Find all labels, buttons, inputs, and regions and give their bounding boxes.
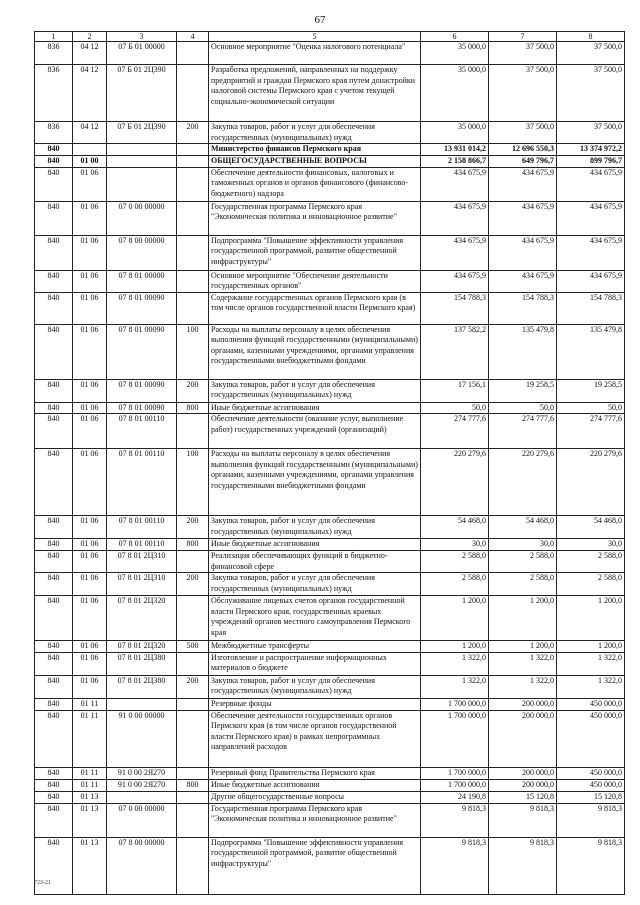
amount-col-8: 9 818,3 [557,837,625,894]
rz-code: 840 [35,652,73,675]
expense-type-code [177,698,209,710]
amount-col-7: 1 322,0 [489,652,557,675]
amount-col-6: 1 200,0 [421,641,489,653]
amount-col-8: 899 796,7 [557,155,625,167]
rz-code: 840 [35,791,73,803]
item-name: ОБЩЕГОСУДАРСТВЕННЫЕ ВОПРОСЫ [209,155,421,167]
amount-col-6: 1 700 000,0 [421,698,489,710]
section-code: 04 12 [73,42,107,65]
amount-col-7: 135 479,8 [489,324,557,379]
table-row [35,641,625,653]
item-name: Основное мероприятие "Оценка налогового потенциала" [209,42,421,65]
rz-code: 840 [35,551,73,573]
target-article-code: 91 0 00 00000 [107,710,177,767]
amount-col-7: 37 500,0 [489,65,557,122]
item-name: Резервные фонды [209,698,421,710]
expense-type-code: 800 [177,539,209,551]
amount-col-7: 9 818,3 [489,837,557,894]
table-row [35,551,625,573]
amount-col-6: 1 700 000,0 [421,710,489,767]
item-name: Обслуживание лицевых счетов органов государственной власти Пермского края, государственных краевых учреждений органов местного самоуправления Пермского края [209,596,421,641]
amount-col-6: 9 818,3 [421,803,489,837]
amount-col-8: 19 258,5 [557,379,625,402]
column-number: 2 [73,32,107,42]
section-code: 01 06 [73,402,107,414]
table-row [35,675,625,698]
table-row [35,414,625,449]
amount-col-7: 434 675,9 [489,167,557,201]
amount-col-6: 35 000,0 [421,65,489,122]
section-code: 01 06 [73,449,107,516]
table-row [35,803,625,837]
rz-code: 840 [35,449,73,516]
amount-col-7: 2 588,0 [489,573,557,596]
expense-type-code: 100 [177,324,209,379]
amount-col-7: 9 818,3 [489,803,557,837]
amount-col-8: 1 322,0 [557,675,625,698]
expense-type-code [177,551,209,573]
rz-code: 836 [35,42,73,65]
table-row [35,767,625,779]
amount-col-6: 1 322,0 [421,652,489,675]
item-name: Содержание государственных органов Пермского края (в том числе органов государственной власти Пермского края) [209,292,421,324]
target-article-code: 07 8 01 2Ц320 [107,596,177,641]
column-number: 6 [421,32,489,42]
expense-type-code [177,235,209,270]
target-article-code: 07 Б 01 2Ц390 [107,122,177,144]
expense-type-code [177,767,209,779]
column-number: 8 [557,32,625,42]
amount-col-6: 154 788,3 [421,292,489,324]
amount-col-6: 434 675,9 [421,270,489,292]
expense-type-code [177,42,209,65]
target-article-code: 91 0 00 2Я270 [107,779,177,791]
amount-col-7: 220 279,6 [489,449,557,516]
rz-code: 840 [35,837,73,894]
column-number: 3 [107,32,177,42]
rz-code: 840 [35,803,73,837]
amount-col-8: 434 675,9 [557,201,625,235]
amount-col-7: 1 322,0 [489,675,557,698]
expense-type-code [177,596,209,641]
table-row [35,292,625,324]
item-name: Закупка товаров, работ и услуг для обеспечения государственных (муниципальных) нужд [209,675,421,698]
target-article-code [107,167,177,201]
section-code: 01 06 [73,414,107,449]
section-code: 01 06 [73,379,107,402]
amount-col-6: 1 322,0 [421,675,489,698]
rz-code: 840 [35,270,73,292]
amount-col-6: 1 200,0 [421,596,489,641]
table-row [35,573,625,596]
section-code: 01 06 [73,573,107,596]
rz-code: 840 [35,710,73,767]
rz-code: 840 [35,324,73,379]
item-name: Разработка предложений, направленных на поддержку предприятий и граждан Пермского края путем донастройки налоговой системы Пермского края с учетом текущей социально-экономической ситуации [209,65,421,122]
amount-col-6: 1 700 000,0 [421,779,489,791]
amount-col-6: 9 818,3 [421,837,489,894]
amount-col-8: 274 777,6 [557,414,625,449]
amount-col-7: 37 500,0 [489,122,557,144]
expense-type-code [177,803,209,837]
section-code: 01 11 [73,779,107,791]
section-code: 01 06 [73,324,107,379]
amount-col-6: 220 279,6 [421,449,489,516]
amount-col-6: 54 468,0 [421,516,489,539]
item-name: Межбюджетные трансферты [209,641,421,653]
item-name: Закупка товаров, работ и услуг для обеспечения государственных (муниципальных) нужд [209,379,421,402]
amount-col-6: 434 675,9 [421,201,489,235]
item-name: Подпрограмма "Повышение эффективности управления государственной программой, развитие общественной инфраструктуры" [209,837,421,894]
column-number: 5 [209,32,421,42]
amount-col-8: 450 000,0 [557,698,625,710]
amount-col-7: 200 000,0 [489,779,557,791]
expense-type-code [177,155,209,167]
amount-col-8: 450 000,0 [557,779,625,791]
table-row [35,539,625,551]
amount-col-7: 1 200,0 [489,596,557,641]
amount-col-7: 434 675,9 [489,270,557,292]
rz-code: 840 [35,698,73,710]
section-code: 01 06 [73,235,107,270]
target-article-code: 07 8 01 00090 [107,379,177,402]
column-number: 1 [35,32,73,42]
expense-type-code: 800 [177,779,209,791]
table-row [35,167,625,201]
rz-code: 840 [35,167,73,201]
expense-type-code: 500 [177,641,209,653]
rz-code: 840 [35,144,73,156]
table-row [35,324,625,379]
item-name: Другие общегосударственные вопросы [209,791,421,803]
section-code: 04 12 [73,65,107,122]
target-article-code: 07 Б 01 00000 [107,42,177,65]
rz-code: 840 [35,292,73,324]
amount-col-7: 54 468,0 [489,516,557,539]
amount-col-8: 434 675,9 [557,167,625,201]
rz-code: 840 [35,596,73,641]
item-name: Закупка товаров, работ и услуг для обеспечения государственных (муниципальных) нужд [209,516,421,539]
table-row [35,837,625,894]
amount-col-7: 2 588,0 [489,551,557,573]
target-article-code: 07 0 00 00000 [107,201,177,235]
target-article-code: 07 8 01 00110 [107,516,177,539]
amount-col-7: 12 696 550,3 [489,144,557,156]
target-article-code: 07 Б 01 2Ц390 [107,65,177,122]
item-name: Обеспечение деятельности финансовых, налоговых и таможенных органов и органов финансового (финансово-бюджетного) надзора [209,167,421,201]
amount-col-6: 24 190,8 [421,791,489,803]
item-name: Иные бюджетные ассигнования [209,779,421,791]
target-article-code: 07 0 00 00000 [107,803,177,837]
item-name: Расходы на выплаты персоналу в целях обеспечения выполнения функций государственными (муниципальными) органами, казенными учреждениями, органами управления государственными внебюджетными фондами [209,324,421,379]
expense-type-code [177,414,209,449]
table-row [35,791,625,803]
target-article-code: 07 8 01 00110 [107,449,177,516]
amount-col-6: 2 588,0 [421,573,489,596]
table-row [35,516,625,539]
amount-col-8: 434 675,9 [557,235,625,270]
expense-type-code: 200 [177,122,209,144]
amount-col-7: 50,0 [489,402,557,414]
item-name: Основное мероприятие "Обеспечение деятельности государственных органов" [209,270,421,292]
table-row [35,402,625,414]
expense-type-code: 100 [177,449,209,516]
section-code: 01 11 [73,698,107,710]
amount-col-8: 1 200,0 [557,596,625,641]
expense-type-code [177,270,209,292]
amount-col-7: 434 675,9 [489,235,557,270]
table-row [35,144,625,156]
target-article-code [107,144,177,156]
table-row [35,379,625,402]
amount-col-6: 1 700 000,0 [421,767,489,779]
amount-col-7: 649 796,7 [489,155,557,167]
amount-col-6: 2 158 866,7 [421,155,489,167]
target-article-code: 07 8 01 00090 [107,292,177,324]
target-article-code: 07 8 01 2Ц380 [107,675,177,698]
column-number: 4 [177,32,209,42]
amount-col-7: 37 500,0 [489,42,557,65]
amount-col-8: 2 588,0 [557,551,625,573]
section-code: 01 13 [73,803,107,837]
table-row [35,235,625,270]
rz-code: 840 [35,235,73,270]
expense-type-code: 200 [177,675,209,698]
section-code: 01 06 [73,652,107,675]
amount-col-8: 50,0 [557,402,625,414]
amount-col-8: 154 788,3 [557,292,625,324]
amount-col-6: 434 675,9 [421,235,489,270]
table-row [35,270,625,292]
section-code: 01 06 [73,292,107,324]
item-name: Государственная программа Пермского края "Экономическая политика и инновационное развитие" [209,201,421,235]
table-row [35,710,625,767]
amount-col-7: 1 200,0 [489,641,557,653]
expense-type-code [177,167,209,201]
table-row [35,652,625,675]
item-name: Реализация обеспечивающих функций в бюджетно-финансовой сфере [209,551,421,573]
amount-col-6: 50,0 [421,402,489,414]
amount-col-8: 13 374 972,2 [557,144,625,156]
table-row [35,779,625,791]
item-name: Резервный фонд Правительства Пермского края [209,767,421,779]
amount-col-8: 37 500,0 [557,122,625,144]
amount-col-8: 1 322,0 [557,652,625,675]
section-code: 01 06 [73,641,107,653]
rz-code: 840 [35,516,73,539]
table-row [35,42,625,65]
rz-code: 840 [35,379,73,402]
amount-col-7: 274 777,6 [489,414,557,449]
amount-col-7: 200 000,0 [489,767,557,779]
amount-col-7: 15 120,8 [489,791,557,803]
target-article-code: 91 0 00 2Я270 [107,767,177,779]
target-article-code: 07 8 01 2Ц310 [107,573,177,596]
amount-col-7: 154 788,3 [489,292,557,324]
section-code: 01 06 [73,596,107,641]
table-row [35,596,625,641]
amount-col-7: 434 675,9 [489,201,557,235]
section-code [73,144,107,156]
section-code: 01 11 [73,710,107,767]
amount-col-6: 2 588,0 [421,551,489,573]
item-name: Иные бюджетные ассигнования [209,402,421,414]
page-number: 67 [314,14,326,26]
amount-col-7: 30,0 [489,539,557,551]
target-article-code: 07 8 01 00000 [107,270,177,292]
amount-col-8: 30,0 [557,539,625,551]
target-article-code: 07 8 01 00090 [107,324,177,379]
section-code: 01 00 [73,155,107,167]
rz-code: 840 [35,155,73,167]
amount-col-8: 1 200,0 [557,641,625,653]
table-row [35,155,625,167]
amount-col-6: 35 000,0 [421,122,489,144]
section-code: 04 12 [73,122,107,144]
column-number: 7 [489,32,557,42]
rz-code: 840 [35,641,73,653]
amount-col-6: 137 582,2 [421,324,489,379]
amount-col-7: 19 258,5 [489,379,557,402]
target-article-code: 07 8 01 00110 [107,539,177,551]
expense-type-code [177,65,209,122]
rz-code: 840 [35,414,73,449]
rz-code: 836 [35,65,73,122]
rz-code: 840 [35,779,73,791]
target-article-code [107,155,177,167]
amount-col-8: 434 675,9 [557,270,625,292]
amount-col-8: 37 500,0 [557,65,625,122]
section-code: 01 13 [73,837,107,894]
section-code: 01 13 [73,791,107,803]
table-row [35,201,625,235]
expense-type-code [177,710,209,767]
rz-code: 840 [35,201,73,235]
target-article-code: 07 8 01 2Ц380 [107,652,177,675]
column-number-row [35,32,625,42]
table-row [35,122,625,144]
section-code: 01 06 [73,551,107,573]
amount-col-8: 54 468,0 [557,516,625,539]
amount-col-8: 450 000,0 [557,767,625,779]
expense-type-code [177,837,209,894]
footer-code: 723-21 [34,880,51,886]
expense-type-code [177,201,209,235]
amount-col-6: 274 777,6 [421,414,489,449]
rz-code: 840 [35,573,73,596]
expense-type-code: 200 [177,573,209,596]
expense-type-code [177,791,209,803]
item-name: Подпрограмма "Повышение эффективности управления государственной программой, развитие общественной инфраструктуры" [209,235,421,270]
amount-col-8: 9 818,3 [557,803,625,837]
rz-code: 840 [35,402,73,414]
rz-code: 836 [35,122,73,144]
expense-type-code: 800 [177,402,209,414]
amount-col-6: 30,0 [421,539,489,551]
item-name: Обеспечение деятельности (оказание услуг, выполнение работ) государственных учреждений (организаций) [209,414,421,449]
rz-code: 840 [35,767,73,779]
item-name: Закупка товаров, работ и услуг для обеспечения государственных (муниципальных) нужд [209,573,421,596]
amount-col-6: 35 000,0 [421,42,489,65]
target-article-code: 07 8 01 2Ц310 [107,551,177,573]
table-row [35,698,625,710]
target-article-code [107,698,177,710]
target-article-code: 07 8 01 00090 [107,402,177,414]
expense-type-code: 200 [177,516,209,539]
expense-type-code [177,144,209,156]
amount-col-8: 2 588,0 [557,573,625,596]
expense-type-code [177,292,209,324]
amount-col-7: 200 000,0 [489,698,557,710]
section-code: 01 06 [73,675,107,698]
amount-col-8: 220 279,6 [557,449,625,516]
expense-type-code [177,652,209,675]
amount-col-8: 15 120,8 [557,791,625,803]
target-article-code: 07 8 00 00000 [107,235,177,270]
target-article-code: 07 8 00 00000 [107,837,177,894]
amount-col-8: 450 000,0 [557,710,625,767]
item-name: Расходы на выплаты персоналу в целях обеспечения выполнения функций государственными (муниципальными) органами, казенными учреждениями, органами управления государственными внебюджетными фондами [209,449,421,516]
section-code: 01 06 [73,539,107,551]
amount-col-7: 200 000,0 [489,710,557,767]
item-name: Министерство финансов Пермского края [209,144,421,156]
table-row [35,65,625,122]
expense-type-code: 200 [177,379,209,402]
item-name: Изготовление и распространение информационных материалов о бюджете [209,652,421,675]
item-name: Иные бюджетные ассигнования [209,539,421,551]
table-row [35,449,625,516]
budget-table [34,31,625,895]
section-code: 01 06 [73,270,107,292]
rz-code: 840 [35,539,73,551]
amount-col-6: 434 675,9 [421,167,489,201]
amount-col-6: 17 156,1 [421,379,489,402]
amount-col-6: 13 931 014,2 [421,144,489,156]
target-article-code: 07 8 01 2Ц320 [107,641,177,653]
amount-col-8: 135 479,8 [557,324,625,379]
section-code: 01 06 [73,201,107,235]
target-article-code: 07 8 01 00110 [107,414,177,449]
section-code: 01 11 [73,767,107,779]
amount-col-8: 37 500,0 [557,42,625,65]
item-name: Закупка товаров, работ и услуг для обеспечения государственных (муниципальных) нужд [209,122,421,144]
item-name: Государственная программа Пермского края "Экономическая политика и инновационное развитие" [209,803,421,837]
target-article-code [107,791,177,803]
section-code: 01 06 [73,167,107,201]
section-code: 01 06 [73,516,107,539]
rz-code: 840 [35,675,73,698]
item-name: Обеспечение деятельности государственных органов Пермского края (в том числе органов государственной власти Пермского края) в рамках непрограммных направлений расходов [209,710,421,767]
